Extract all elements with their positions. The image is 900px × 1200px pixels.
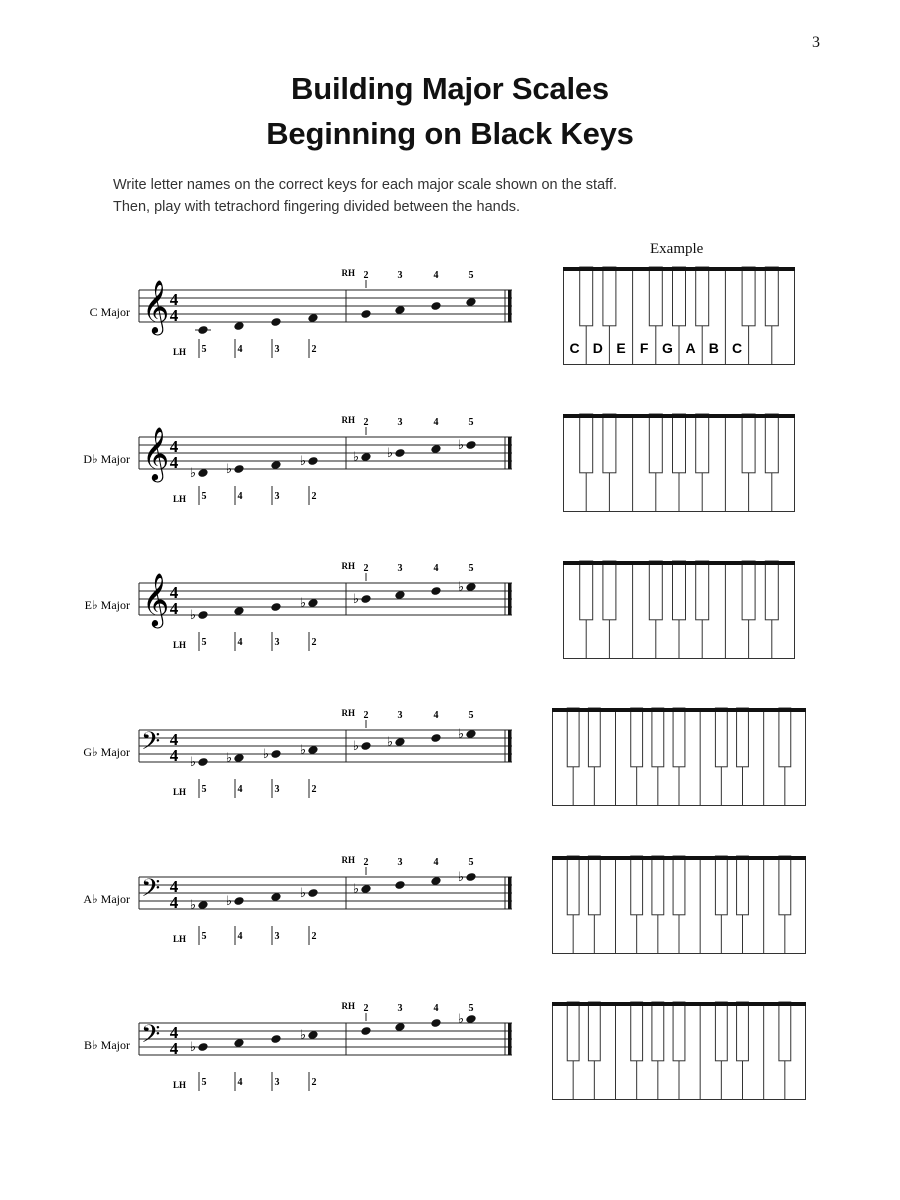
flat-sign: ♭: [225, 462, 233, 477]
key-letter-f: F: [639, 340, 649, 356]
black-key: [673, 267, 686, 326]
black-key: [652, 708, 664, 767]
black-key: [696, 267, 709, 326]
flat-sign: ♭: [386, 446, 394, 461]
lh-finger-number: 2: [311, 344, 317, 355]
scale-staff-2: [0, 387, 540, 507]
right-hand-label: RH: [341, 268, 355, 278]
flat-sign: ♭: [352, 882, 360, 897]
black-key: [779, 708, 791, 767]
time-signature-bottom: 4: [169, 893, 179, 912]
black-key: [580, 414, 593, 473]
time-signature-top: 4: [169, 437, 179, 456]
rh-finger-number: 3: [397, 710, 403, 721]
black-key: [765, 414, 778, 473]
right-hand-label: RH: [341, 561, 355, 571]
flat-sign: ♭: [457, 438, 465, 453]
black-key: [673, 561, 686, 620]
black-key: [696, 414, 709, 473]
keyboard-top-bar: [563, 414, 795, 418]
rh-finger-number: 3: [397, 1003, 403, 1014]
rh-finger-number: 4: [433, 563, 439, 574]
black-key: [649, 561, 662, 620]
black-key: [765, 561, 778, 620]
black-key: [737, 708, 749, 767]
keyboard-top-bar: [563, 267, 795, 271]
time-signature-bottom: 4: [169, 306, 179, 325]
time-signature-top: 4: [169, 583, 179, 602]
key-letter-d: D: [592, 340, 603, 356]
rh-finger-number: 2: [363, 857, 369, 868]
flat-sign: ♭: [352, 450, 360, 465]
black-key: [715, 708, 727, 767]
final-barline-thick: [508, 437, 512, 469]
black-key: [631, 708, 643, 767]
scale-staff-5: [0, 827, 540, 947]
notehead: [360, 309, 372, 319]
flat-sign: ♭: [189, 466, 197, 481]
lh-finger-number: 5: [201, 1077, 207, 1088]
flat-sign: ♭: [457, 580, 465, 595]
left-hand-label: LH: [172, 494, 186, 504]
notehead: [394, 448, 406, 458]
treble-clef-icon: 𝄞: [142, 572, 170, 626]
black-key: [742, 561, 755, 620]
black-key: [631, 1002, 643, 1061]
black-key: [673, 708, 685, 767]
flat-sign: ♭: [457, 727, 465, 742]
notehead: [360, 594, 372, 604]
notehead: [360, 1026, 372, 1036]
lh-finger-number: 4: [237, 784, 243, 795]
notehead: [465, 872, 477, 882]
black-key: [580, 561, 593, 620]
notehead: [270, 317, 282, 327]
scale-name-label: C Major: [89, 305, 130, 319]
notehead: [430, 733, 442, 743]
flat-sign: ♭: [262, 747, 270, 762]
black-key: [588, 708, 600, 767]
flat-sign: ♭: [299, 454, 307, 469]
scale-name-label: G♭ Major: [83, 745, 130, 759]
scale-name-label: E♭ Major: [84, 598, 130, 612]
scale-staff-4: [0, 680, 540, 800]
keyboard-top-bar: [552, 1002, 806, 1006]
keyboard-top-bar: [552, 856, 806, 860]
time-signature-top: 4: [169, 1023, 179, 1042]
notehead: [307, 456, 319, 466]
lh-finger-number: 3: [274, 784, 280, 795]
time-signature-top: 4: [169, 877, 179, 896]
lh-finger-number: 4: [237, 491, 243, 502]
rh-finger-number: 3: [397, 563, 403, 574]
lh-finger-number: 2: [311, 637, 317, 648]
key-letter-b: B: [708, 340, 719, 356]
lh-finger-number: 2: [311, 1077, 317, 1088]
final-barline-thick: [508, 877, 512, 909]
page-number: 3: [812, 34, 820, 51]
final-barline-thick: [508, 583, 512, 615]
black-key: [673, 414, 686, 473]
notehead: [430, 586, 442, 596]
lh-finger-number: 5: [201, 784, 207, 795]
lh-finger-number: 2: [311, 784, 317, 795]
notehead: [270, 1034, 282, 1044]
notehead: [197, 610, 209, 620]
bass-clef-icon: 𝄢: [141, 727, 161, 762]
notehead: [233, 896, 245, 906]
black-key: [742, 267, 755, 326]
black-key: [567, 1002, 579, 1061]
right-hand-label: RH: [341, 415, 355, 425]
rh-finger-number: 4: [433, 857, 439, 868]
page-title-line-1: Building Major Scales: [291, 71, 609, 106]
time-signature-bottom: 4: [169, 1039, 179, 1058]
black-key: [673, 1002, 685, 1061]
flat-sign: ♭: [386, 735, 394, 750]
answer-keyboard-5: [552, 1002, 806, 1100]
black-key: [715, 856, 727, 915]
lh-finger-number: 4: [237, 637, 243, 648]
example-keyboard: [563, 267, 795, 365]
flat-sign: ♭: [189, 608, 197, 623]
bass-clef-icon: 𝄢: [141, 874, 161, 909]
key-letter-c: C: [569, 340, 580, 356]
black-key: [737, 1002, 749, 1061]
bass-clef-icon: 𝄢: [141, 1020, 161, 1055]
black-key: [765, 267, 778, 326]
lh-finger-number: 5: [201, 637, 207, 648]
time-signature-top: 4: [169, 730, 179, 749]
rh-finger-number: 2: [363, 563, 369, 574]
black-key: [649, 414, 662, 473]
key-letter-g: G: [661, 340, 673, 356]
scale-name-label: D♭ Major: [83, 452, 130, 466]
notehead: [465, 440, 477, 450]
keyboard-top-bar: [552, 708, 806, 712]
instructions-line-2: Then, play with tetrachord fingering divided between the hands.: [113, 199, 521, 215]
rh-finger-number: 3: [397, 417, 403, 428]
time-signature-bottom: 4: [169, 453, 179, 472]
notehead: [197, 325, 209, 335]
flat-sign: ♭: [457, 1012, 465, 1027]
rh-finger-number: 3: [397, 270, 403, 281]
scale-staff-3: [0, 533, 540, 653]
lh-finger-number: 3: [274, 344, 280, 355]
lh-finger-number: 4: [237, 931, 243, 942]
notehead: [307, 888, 319, 898]
right-hand-label: RH: [341, 1001, 355, 1011]
black-key: [673, 856, 685, 915]
black-key: [737, 856, 749, 915]
flat-sign: ♭: [299, 743, 307, 758]
flat-sign: ♭: [299, 1028, 307, 1043]
lh-finger-number: 5: [201, 931, 207, 942]
rh-finger-number: 5: [468, 270, 474, 281]
black-key: [588, 1002, 600, 1061]
key-letter-c: C: [731, 340, 743, 356]
flat-sign: ♭: [189, 755, 197, 770]
black-key: [652, 856, 664, 915]
lh-finger-number: 5: [201, 344, 207, 355]
notehead: [430, 301, 442, 311]
lh-finger-number: 4: [237, 1077, 243, 1088]
right-hand-label: RH: [341, 855, 355, 865]
example-label: Example: [650, 241, 704, 257]
keyboard-top-bar: [563, 561, 795, 565]
left-hand-label: LH: [172, 787, 186, 797]
notehead: [394, 880, 406, 890]
scale-staff-1: [0, 240, 540, 360]
black-key: [652, 1002, 664, 1061]
page-title-line-2: Beginning on Black Keys: [266, 116, 634, 151]
notehead: [270, 602, 282, 612]
time-signature-top: 4: [169, 290, 179, 309]
rh-finger-number: 4: [433, 710, 439, 721]
black-key: [779, 856, 791, 915]
black-key: [603, 561, 616, 620]
flat-sign: ♭: [225, 894, 233, 909]
lh-finger-number: 3: [274, 931, 280, 942]
rh-finger-number: 5: [468, 710, 474, 721]
key-letter-e: E: [616, 340, 626, 356]
notehead: [430, 1018, 442, 1028]
scale-staff-6: [0, 973, 540, 1093]
rh-finger-number: 5: [468, 857, 474, 868]
instructions-line-1: Write letter names on the correct keys for each major scale shown on the staff.: [113, 177, 617, 193]
black-key: [742, 414, 755, 473]
lh-finger-number: 5: [201, 491, 207, 502]
time-signature-bottom: 4: [169, 746, 179, 765]
lh-finger-number: 2: [311, 491, 317, 502]
rh-finger-number: 2: [363, 270, 369, 281]
rh-finger-number: 5: [468, 563, 474, 574]
lh-finger-number: 3: [274, 637, 280, 648]
rh-finger-number: 4: [433, 417, 439, 428]
black-key: [588, 856, 600, 915]
notehead: [197, 1042, 209, 1052]
notehead: [233, 464, 245, 474]
flat-sign: ♭: [189, 898, 197, 913]
flat-sign: ♭: [189, 1040, 197, 1055]
right-hand-label: RH: [341, 708, 355, 718]
scale-name-label: A♭ Major: [83, 892, 130, 906]
rh-finger-number: 5: [468, 1003, 474, 1014]
treble-clef-icon: 𝄞: [142, 279, 170, 333]
left-hand-label: LH: [172, 1080, 186, 1090]
black-key: [779, 1002, 791, 1061]
answer-keyboard-3: [552, 708, 806, 806]
notehead: [360, 741, 372, 751]
black-key: [696, 561, 709, 620]
left-hand-label: LH: [172, 640, 186, 650]
left-hand-label: LH: [172, 347, 186, 357]
flat-sign: ♭: [299, 886, 307, 901]
scale-name-label: B♭ Major: [84, 1038, 130, 1052]
time-signature-bottom: 4: [169, 599, 179, 618]
flat-sign: ♭: [225, 751, 233, 766]
black-key: [603, 414, 616, 473]
lh-finger-number: 2: [311, 931, 317, 942]
left-hand-label: LH: [172, 934, 186, 944]
flat-sign: ♭: [352, 739, 360, 754]
lh-finger-number: 3: [274, 491, 280, 502]
rh-finger-number: 3: [397, 857, 403, 868]
answer-keyboard-1: [563, 414, 795, 512]
final-barline-thick: [508, 290, 512, 322]
final-barline-thick: [508, 1023, 512, 1055]
rh-finger-number: 2: [363, 710, 369, 721]
flat-sign: ♭: [352, 592, 360, 607]
rh-finger-number: 2: [363, 1003, 369, 1014]
rh-finger-number: 4: [433, 1003, 439, 1014]
notehead: [270, 749, 282, 759]
answer-keyboard-2: [563, 561, 795, 659]
flat-sign: ♭: [457, 870, 465, 885]
lh-finger-number: 4: [237, 344, 243, 355]
treble-clef-icon: 𝄞: [142, 426, 170, 480]
black-key: [567, 708, 579, 767]
final-barline-thick: [508, 730, 512, 762]
notehead: [197, 757, 209, 767]
lh-finger-number: 3: [274, 1077, 280, 1088]
black-key: [631, 856, 643, 915]
key-letter-a: A: [685, 340, 696, 356]
black-key: [567, 856, 579, 915]
rh-finger-number: 2: [363, 417, 369, 428]
black-key: [715, 1002, 727, 1061]
black-key: [649, 267, 662, 326]
black-key: [580, 267, 593, 326]
black-key: [603, 267, 616, 326]
rh-finger-number: 5: [468, 417, 474, 428]
flat-sign: ♭: [299, 596, 307, 611]
answer-keyboard-4: [552, 856, 806, 954]
rh-finger-number: 4: [433, 270, 439, 281]
